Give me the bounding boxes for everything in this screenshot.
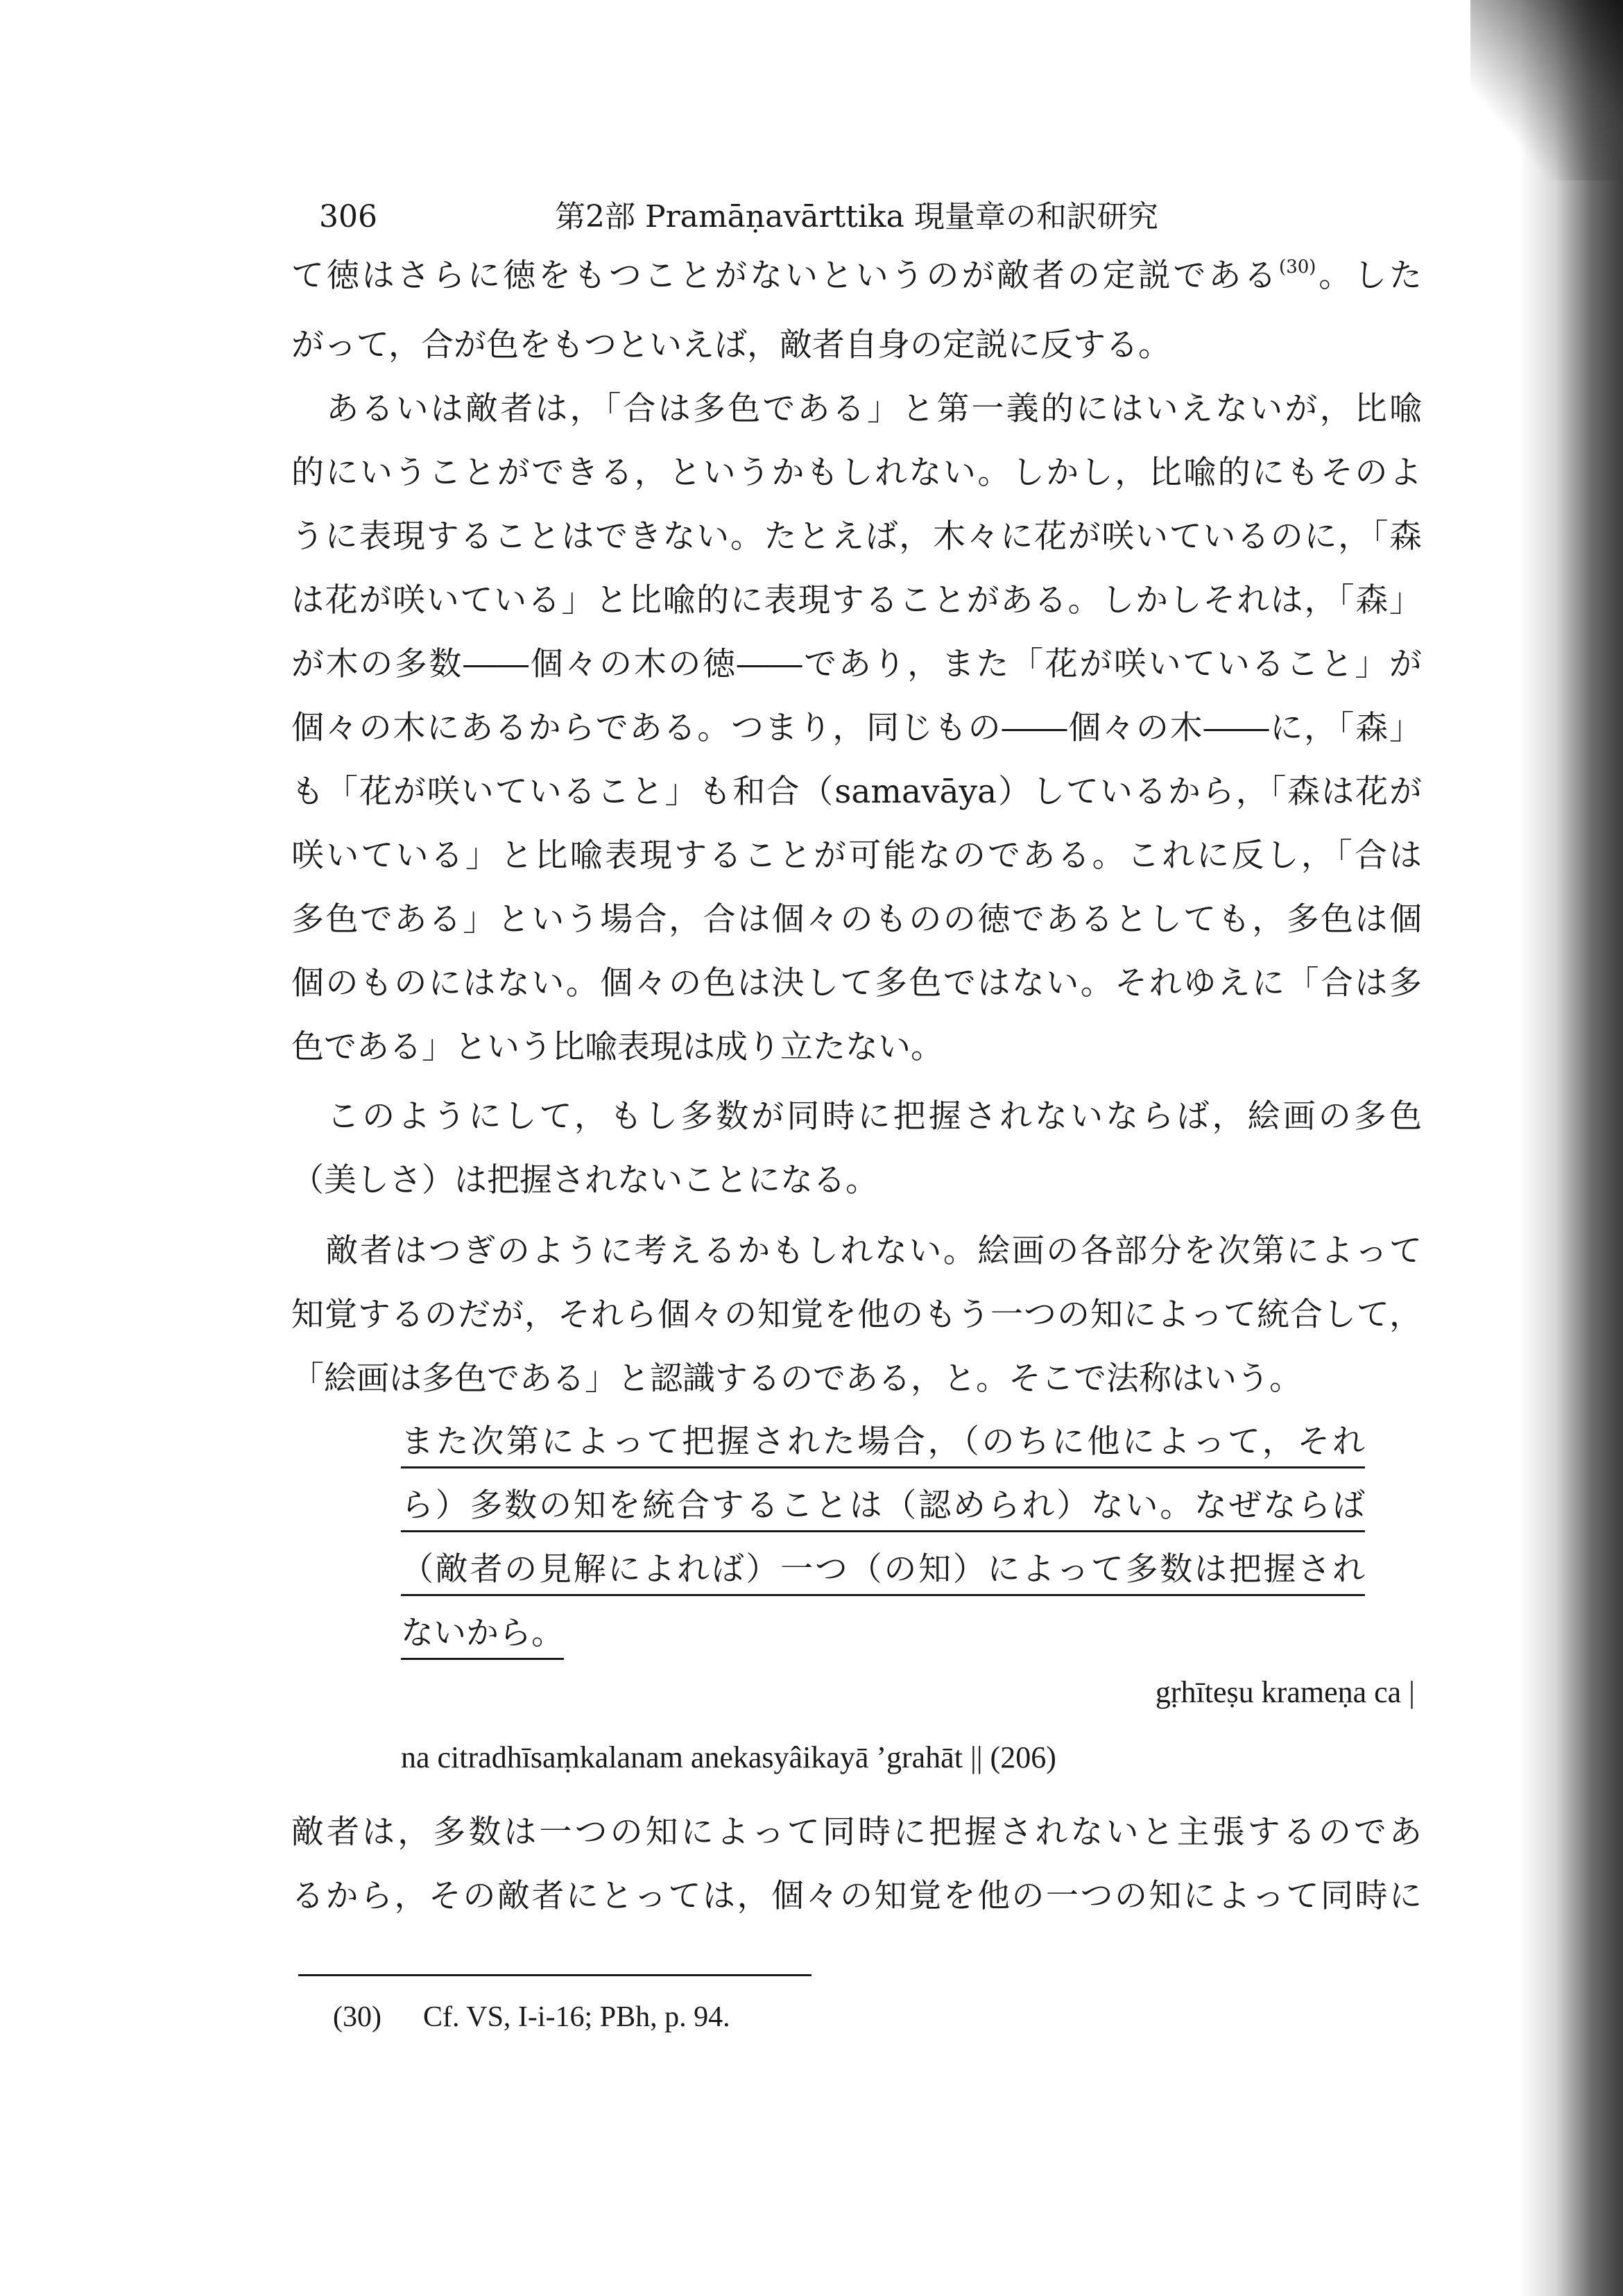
binding-shadow-top [1470,0,1623,180]
paragraph-1-line-2: がって，合が色をもつといえば，敵者自身の定説に反する。 [291,326,1171,364]
paragraph-2-line: 色である」という比喩表現は成り立たない。 [291,1028,943,1066]
paragraph-5-line: るから，その敵者にとっては，個々の知覚を他の一つの知によって同時に [291,1877,1422,1915]
sanskrit-verse-line-2: na citradhīsaṃkalanam anekasyâikayā ’grahāt || (206) [401,1740,1056,1774]
running-title: 第2部 Pramāṇavārttika 現量章の和訳研究 [555,199,1158,234]
footnote-number: (30) [333,2001,381,2033]
verse-translation-line: （敵者の見解によれば）一つ（の知）によって多数は把握され [401,1548,1365,1596]
paragraph-2-line: 個のものにはない。個々の色は決して多色ではない。それゆえに「合は多 [291,964,1422,1002]
verse-translation-line: また次第によって把握された場合，（のちに他によって，それ [401,1421,1365,1468]
paragraph-2-line: は花が咲いている」と比喩的に表現することがある。しかしそれは，「森」 [291,581,1422,619]
footnote-30 [333,1996,730,2038]
paragraph-2-line: 個々の木にあるからである。つまり，同じもの――個々の木――に，「森」 [291,709,1422,747]
paragraph-4-line: 「絵画は多色である」と認識するのである，と。そこで法称はいう。 [291,1360,1302,1398]
paragraph-2-line: が木の多数――個々の木の徳――であり，また「花が咲いていること」が [291,645,1422,683]
paragraph-2-line: 的にいうことができる，というかもしれない。しかし，比喩的にもそのよ [291,454,1422,492]
paragraph-2-line: も「花が咲いていること」も和合（samavāya）しているから，「森は花が [291,773,1422,811]
page-header [319,193,1568,241]
paragraph-4-line: 知覚するのだが，それら個々の知覚を他のもう一つの知によって統合して， [291,1296,1422,1334]
paragraph-3-line: （美しさ）は把握されないことになる。 [291,1161,878,1199]
paragraph-1-line-1-tail: 。した [1316,257,1422,295]
paragraph-1-line-1 [291,255,1422,297]
paragraph-5-line: 敵者は，多数は一つの知によって同時に把握されないと主張するのであ [291,1813,1422,1851]
footnote-ref-30: (30) [1279,257,1316,277]
verse-translation-line: ら）多数の知を統合することは（認められ）ない。なぜならば [401,1484,1365,1532]
binding-shadow [1519,0,1623,2296]
paragraph-2-line: うに表現することはできない。たとえば，木々に花が咲いているのに，「森 [291,517,1422,556]
paragraph-4-line: 敵者はつぎのように考えるかもしれない。絵画の各部分を次第によって [291,1232,1422,1270]
paragraph-2-line: 咲いている」と比喩表現することが可能なのである。これに反し，「合は [291,837,1422,875]
paragraph-1-line-1-text: て徳はさらに徳をもつことがないというのが敵者の定説である [291,257,1280,295]
paragraph-2-line: 多色である」という場合，合は個々のものの徳であるとしても，多色は個 [291,900,1422,939]
page-number: 306 [319,199,377,234]
verse-translation-line: ないから。 [401,1612,564,1660]
sanskrit-verse-line-1: gṛhīteṣu krameṇa ca | [1155,1675,1415,1709]
footnote-text: Cf. VS, I-i-16; PBh, p. 94. [423,2001,730,2033]
footnote-rule [298,1974,812,1976]
paragraph-3-line: このようにして，もし多数が同時に把握されないならば，絵画の多色 [291,1097,1422,1136]
paragraph-2-line: あるいは敵者は，「合は多色である」と第一義的にはいえないが，比喩 [291,390,1422,428]
